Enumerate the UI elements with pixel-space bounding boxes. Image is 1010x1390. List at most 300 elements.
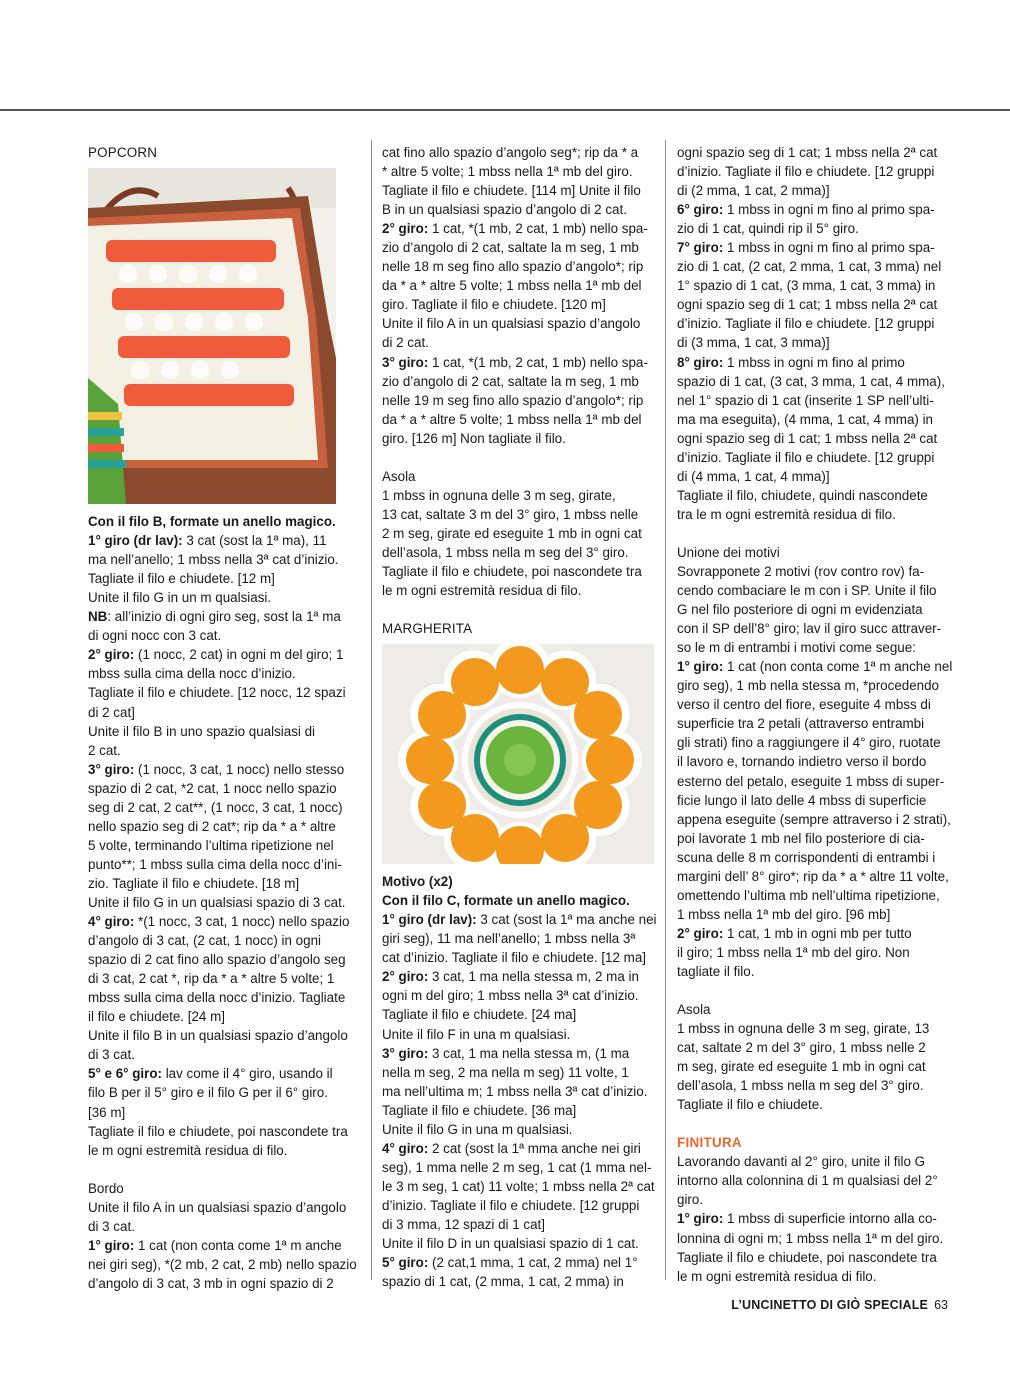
text-line <box>382 1101 658 1120</box>
text-line <box>382 219 658 238</box>
text-line <box>677 219 977 238</box>
line-text: : all’inizio di ogni giro seg, sost la 1ª ma <box>107 609 341 625</box>
text-line <box>677 1171 977 1190</box>
line-text: di 2 cat. <box>382 335 429 351</box>
text-line <box>677 333 977 352</box>
line-text: Tagliate il filo e chiudete. [114 m] Unite il filo <box>382 183 641 199</box>
text-line <box>382 505 658 524</box>
step-label: 8° giro: <box>677 354 724 370</box>
line-text: ma ma eseguita), (4 mma, 1 cat, 4 mma) in <box>677 411 933 427</box>
text-line <box>677 1057 977 1076</box>
text-line <box>88 550 360 569</box>
line-text: (1 nocc, 2 cat) in ogni m del giro; 1 <box>134 647 344 663</box>
line-text: d’angolo di 3 cat, (2 cat, 1 nocc) in ogni <box>88 933 321 949</box>
col2-text-b <box>382 872 658 1291</box>
text-line <box>88 531 360 550</box>
line-text: Tagliate il filo e chiudete. [36 ma] <box>382 1102 577 1118</box>
text-line <box>88 1083 360 1102</box>
text-line <box>677 562 977 581</box>
line-text: mbss sulla cima della nocc d’inizio. Tagliate <box>88 990 346 1006</box>
text-line <box>677 867 977 886</box>
line-text: le m ogni estremità residua di filo. <box>88 1142 288 1158</box>
text-line <box>677 1095 977 1114</box>
text-line <box>677 1019 977 1038</box>
text-line <box>382 200 658 219</box>
line-text: cendo combaciare le m con i SP. Unite il filo <box>677 583 937 599</box>
text-line <box>677 314 977 333</box>
text-line <box>382 1272 658 1291</box>
text-line <box>382 295 658 314</box>
line-text: 2 m seg, girate ed eseguite 1 mb in ogni cat <box>382 525 642 541</box>
line-text: con il SP dell’8° giro; lav il giro succ attraver- <box>677 621 942 637</box>
text-line <box>382 581 658 600</box>
line-text: ogni m del giro; 1 mbss nella 3ª cat d’inizio. <box>382 988 639 1004</box>
petal <box>418 781 466 829</box>
text-line <box>677 410 977 429</box>
page-footer <box>731 1298 948 1312</box>
line-text: nella m seg, 2 ma nella m seg) 11 volte, 1 <box>382 1064 629 1080</box>
text-line <box>677 886 977 905</box>
text-line <box>677 1000 977 1019</box>
text-line <box>677 772 977 791</box>
line-text: B in un qualsiasi spazio d’angolo di 2 cat. <box>382 202 627 218</box>
text-line <box>677 1209 977 1228</box>
top-rule <box>0 109 1010 111</box>
text-line <box>382 524 658 543</box>
step-label: 1° giro: <box>677 1211 724 1227</box>
line-text: giro. Tagliate il filo e chiudete. [120 m] <box>382 297 606 313</box>
text-line <box>677 962 977 981</box>
text-line <box>382 967 658 986</box>
petal <box>451 658 499 706</box>
line-text: d’inizio. Tagliate il filo e chiudete. [12 gruppi <box>382 1197 640 1213</box>
line-text: Motivo (x2) <box>382 874 453 890</box>
text-line <box>382 1044 658 1063</box>
text-line <box>382 543 658 562</box>
text-line <box>88 1179 360 1198</box>
text-line <box>677 181 977 200</box>
line-text: verso il centro del fiore, eseguite 4 mbss di <box>677 697 931 713</box>
line-text: di 3 cat, 2 cat *, rip da * a * altre 5 volte; 1 <box>88 971 335 987</box>
text-line <box>382 257 658 276</box>
text-line <box>677 695 977 714</box>
page-number: 63 <box>934 1298 948 1312</box>
line-text: Unione dei motivi <box>677 544 780 560</box>
line-text: spazio di 1 cat, (3 cat, 3 mma, 1 cat, 4 mma), <box>677 373 945 389</box>
text-line <box>88 683 360 702</box>
text-line <box>382 1139 658 1158</box>
line-text: nel 1° spazio di 1 cat (inserite 1 SP nell’ulti- <box>677 392 934 408</box>
text-line <box>88 836 360 855</box>
paragraph-gap <box>677 1114 977 1133</box>
text-line <box>382 1215 658 1234</box>
text-line <box>677 143 977 162</box>
step-label: 6° giro: <box>677 202 724 218</box>
text-line <box>88 645 360 664</box>
text-line <box>88 588 360 607</box>
paragraph-gap <box>677 524 977 543</box>
line-text: 5 volte, terminando l’ultima ripetizione nel <box>88 837 334 853</box>
text-line <box>382 910 658 929</box>
line-text: di 2 cat] <box>88 704 135 720</box>
line-text: di (2 mma, 1 cat, 2 mma)] <box>677 183 830 199</box>
step-label: 1° giro: <box>677 659 724 675</box>
text-line <box>382 986 658 1005</box>
text-line <box>88 1236 360 1255</box>
step-label: 2° giro: <box>382 221 429 237</box>
line-text: 1 cat (non conta come 1ª m anche <box>134 1237 342 1253</box>
text-line <box>382 562 658 581</box>
line-text: Unite il filo B in uno spazio qualsiasi di <box>88 723 316 739</box>
line-text: cat d’inizio. Tagliate il filo e chiudete. [12 ma] <box>382 950 646 966</box>
text-line <box>382 929 658 948</box>
line-text: tagliate il filo. <box>677 963 755 979</box>
text-line <box>677 714 977 733</box>
text-line <box>382 410 658 429</box>
line-text: zio di 1 cat, quindi rip il 5° giro. <box>677 221 859 237</box>
line-text: ogni spazio seg di 1 cat; 1 mbss nella 2ª cat <box>677 297 938 313</box>
text-line <box>88 703 360 722</box>
text-line <box>677 905 977 924</box>
step-label: 3° giro: <box>382 354 429 370</box>
line-text: ogni spazio seg di 1 cat; 1 mbss nella 2ª cat <box>677 145 938 160</box>
line-text: cat fino allo spazio d’angolo seg*; rip da * a <box>382 145 639 160</box>
line-text: Unite il filo G in una m qualsiasi. <box>382 1121 573 1137</box>
line-text: di 3 cat. <box>88 1218 135 1234</box>
step-label: 2° giro: <box>382 969 429 985</box>
text-line <box>677 448 977 467</box>
step-label: 2° giro: <box>677 925 724 941</box>
line-text: so le m di entrambi i motivi come segue: <box>677 640 916 656</box>
paragraph-gap <box>677 981 977 1000</box>
line-text: Asola <box>677 1002 711 1018</box>
line-text: Sovrapponete 2 motivi (rov contro rov) fa- <box>677 563 925 579</box>
petal <box>406 736 454 784</box>
text-line <box>88 1064 360 1083</box>
line-text: 1 cat, *(1 mb, 2 cat, 1 mb) nello spa- <box>428 354 648 370</box>
line-text: 1° spazio di 1 cat, (3 mma, 1 cat, 3 mma) in <box>677 278 936 294</box>
text-line <box>382 872 658 891</box>
text-line <box>677 353 977 372</box>
step-label: 5° giro: <box>382 1255 429 1271</box>
line-text: 1 mbss in ognuna delle 3 m seg, girate, 13 <box>677 1021 930 1037</box>
text-line <box>677 1152 977 1171</box>
line-text: Tagliate il filo, chiudete, quindi nascondete <box>677 487 928 503</box>
text-line <box>677 829 977 848</box>
text-line <box>382 181 658 200</box>
line-text: superficie tra 2 petali (attraverso entrambi <box>677 716 925 732</box>
step-label: 1° giro (dr lav): <box>382 912 477 928</box>
line-text: 1 mbss in ognuna delle 3 m seg, girate, <box>382 487 616 503</box>
text-line <box>382 333 658 352</box>
line-text: 1 mbss in ogni m fino al primo spa- <box>723 240 935 256</box>
line-text: * altre 5 volte; 1 mbss nella 1ª mb del giro. <box>382 164 633 180</box>
line-text: giro. <box>677 1192 704 1208</box>
text-line <box>382 486 658 505</box>
text-line <box>88 779 360 798</box>
line-text: ficie lungo il lato delle 4 mbss di superficie <box>677 792 927 808</box>
line-text: Tagliate il filo e chiudete. [24 ma] <box>382 1007 577 1023</box>
text-line <box>382 948 658 967</box>
text-line <box>382 1234 658 1253</box>
line-text: d’inizio. Tagliate il filo e chiudete. [12 gruppi <box>677 316 935 332</box>
text-line <box>382 1158 658 1177</box>
paragraph-gap <box>382 448 658 467</box>
text-line <box>382 353 658 372</box>
line-text: le m ogni estremità residua di filo. <box>382 583 582 599</box>
step-label: 5° e 6° giro: <box>88 1066 162 1082</box>
line-text: d’inizio. Tagliate il filo e chiudete. [12 gruppi <box>677 164 935 180</box>
text-line <box>382 1082 658 1101</box>
popcorn-potholder-photo <box>88 168 336 504</box>
text-line <box>677 943 977 962</box>
line-text: Bordo <box>88 1180 124 1196</box>
text-line <box>382 238 658 257</box>
step-label: 3° giro: <box>382 1045 429 1061</box>
line-text: le m ogni estremità residua di filo. <box>677 1268 877 1284</box>
line-text: Con il filo B, formate un anello magico. <box>88 514 336 530</box>
line-text: Unite il filo G in un qualsiasi spazio di 3 cat. <box>88 894 346 910</box>
section-title-margherita: MARGHERITA <box>382 621 473 637</box>
text-line <box>88 798 360 817</box>
text-line <box>677 257 977 276</box>
text-line <box>88 931 360 950</box>
text-line <box>677 276 977 295</box>
line-text: il giro; 1 mbss nella 1ª mb del giro. Non <box>677 944 910 960</box>
line-text: il filo e chiudete. [24 m] <box>88 1009 225 1025</box>
text-line <box>677 238 977 257</box>
line-text: filo B per il 5° giro e il filo G per il 6° giro. <box>88 1085 328 1101</box>
line-text: 1 cat, *(1 mb, 2 cat, 1 mb) nello spa- <box>428 221 648 237</box>
text-line <box>677 752 977 771</box>
text-line <box>88 512 360 531</box>
text-line <box>677 372 977 391</box>
text-line <box>677 486 977 505</box>
line-text: Asola <box>382 468 416 484</box>
line-text: giro seg), 1 mb nella stessa m, *procedendo <box>677 678 940 694</box>
text-line <box>677 810 977 829</box>
text-line <box>382 314 658 333</box>
line-text: FINITURA <box>677 1135 742 1151</box>
line-text: di ogni nocc con 3 cat. <box>88 628 222 644</box>
text-line <box>677 733 977 752</box>
line-text: cat, saltate 2 m del 3° giro, 1 mbss nelle 2 <box>677 1040 926 1056</box>
text-line <box>88 741 360 760</box>
line-text: dell’asola, 1 mbss nella m seg del 3° giro. <box>677 1078 924 1094</box>
line-text: mbss sulla cima della nocc d’inizio. <box>88 666 296 682</box>
line-text: scuna delle 8 m corrispondenti di entrambi i <box>677 849 936 865</box>
text-line <box>88 1122 360 1141</box>
text-line <box>88 912 360 931</box>
line-text: 3 cat (sost la 1ª ma), 11 <box>182 533 327 549</box>
text-line <box>382 891 658 910</box>
text-line <box>88 760 360 779</box>
line-text: G nel filo posteriore di ogni m evidenziata <box>677 602 923 618</box>
line-text: Tagliate il filo e chiudete, poi nascondete tra <box>88 1123 348 1139</box>
line-text: 13 cat, saltate 3 m del 3° giro, 1 mbss nelle <box>382 506 639 522</box>
text-line <box>382 1120 658 1139</box>
text-line <box>88 1103 360 1122</box>
line-text: zio di 1 cat, (2 cat, 2 mma, 1 cat, 3 mma) nel <box>677 259 942 275</box>
line-text: Lavorando davanti al 2° giro, unite il filo G <box>677 1154 926 1170</box>
line-text: intorno alla colonnina di 1 m qualsiasi del 2° <box>677 1173 938 1189</box>
line-text: 1 cat, 1 mb in ogni mb per tutto <box>723 925 912 941</box>
line-text: m seg, girate ed eseguite 1 mb in ogni cat <box>677 1059 926 1075</box>
line-text: dell’asola, 1 mbss nella m seg del 3° giro. <box>382 544 629 560</box>
text-line <box>382 276 658 295</box>
text-line <box>88 874 360 893</box>
step-label: 1° giro: <box>88 1237 135 1253</box>
text-line <box>677 467 977 486</box>
line-text: margini dell’ 8° giro*; rip da * a * altre 11 volte, <box>677 868 949 884</box>
petal <box>496 646 544 694</box>
text-line <box>677 1076 977 1095</box>
column-3 <box>677 143 977 1286</box>
margherita-flower-photo <box>382 644 654 864</box>
line-text: Unite il filo F in una m qualsiasi. <box>382 1026 571 1042</box>
text-line <box>88 607 360 626</box>
line-text: seg), 1 mma nelle 2 m seg, 1 cat (1 mma nel- <box>382 1159 652 1175</box>
line-text: esterno del petalo, eseguite 1 mbss di super- <box>677 773 945 789</box>
text-line <box>88 950 360 969</box>
text-line <box>88 1026 360 1045</box>
line-text: Tagliate il filo e chiudete, poi nascondete tra <box>677 1249 937 1265</box>
line-text: zio d’angolo di 2 cat, saltate la m seg, 1 mb <box>382 240 639 256</box>
text-line <box>677 391 977 410</box>
text-line <box>677 581 977 600</box>
text-line <box>677 619 977 638</box>
line-text: di (3 mma, 1 cat, 3 mma)] <box>677 335 830 351</box>
line-text: da * a * altre 5 volte; 1 mbss nella 1ª mb del <box>382 278 642 294</box>
section-title-popcorn: POPCORN <box>88 145 158 160</box>
step-label: 7° giro: <box>677 240 724 256</box>
text-line <box>88 1045 360 1064</box>
line-text: nelle 18 m seg fino allo spazio d’angolo*; rip <box>382 259 644 275</box>
line-text: giri seg), 11 ma nell’anello; 1 mbss nella 3ª <box>382 931 636 947</box>
text-line <box>88 1255 360 1274</box>
text-line <box>677 924 977 943</box>
line-text: giro. [126 m] Non tagliate il filo. <box>382 430 566 446</box>
petal <box>541 814 589 862</box>
line-text: 1 mbss nella 1ª mb del giro. [96 mb] <box>677 906 891 922</box>
step-label: 3° giro: <box>88 761 135 777</box>
line-text: omettendo l’ultima mb nell’ultima ripetizione, <box>677 887 940 903</box>
text-line <box>677 543 977 562</box>
text-line <box>382 162 658 181</box>
line-text: ma nell’anello; 1 mbss nella 3ª cat d’inizio. <box>88 552 339 568</box>
text-line <box>88 1141 360 1160</box>
line-text: Tagliate il filo e chiudete. [12 m] <box>88 571 275 587</box>
text-line <box>382 429 658 448</box>
line-text: Tagliate il filo e chiudete. <box>677 1097 823 1113</box>
paragraph-gap <box>382 600 658 619</box>
line-text: di 3 cat. <box>88 1047 135 1063</box>
paragraph-gap <box>88 1160 360 1179</box>
line-text: 1 mbss in ogni m fino al primo spa- <box>723 202 935 218</box>
step-label: 4° giro: <box>382 1140 429 1156</box>
line-text: Unite il filo G in un m qualsiasi. <box>88 590 272 606</box>
line-text: Unite il filo B in un qualsiasi spazio d’angolo <box>88 1028 348 1044</box>
line-text: Unite il filo A in un qualsiasi spazio d’angolo <box>382 316 641 332</box>
text-line <box>382 467 658 486</box>
text-line <box>677 1038 977 1057</box>
step-label: 2° giro: <box>88 647 135 663</box>
text-line <box>677 638 977 657</box>
line-text: di 3 mma, 12 spazi di 1 cat] <box>382 1216 545 1232</box>
text-line <box>677 505 977 524</box>
text-line <box>677 676 977 695</box>
text-line <box>382 1063 658 1082</box>
line-text: ma nell’ultima m; 1 mbss nella 3ª cat d’inizio. <box>382 1083 648 1099</box>
line-text: di (4 mma, 1 cat, 4 mma)] <box>677 468 830 484</box>
column-divider <box>665 140 666 1280</box>
petal <box>574 691 622 739</box>
text-line <box>382 1177 658 1196</box>
line-text: 3 cat, 1 ma nella stessa m, (1 ma <box>428 1045 630 1061</box>
step-label: 1° giro (dr lav): <box>88 533 183 549</box>
text-line <box>382 391 658 410</box>
line-text: nelle 19 m seg fino allo spazio d’angolo*; rip <box>382 392 644 408</box>
line-text: [36 m] <box>88 1104 126 1120</box>
text-line <box>88 988 360 1007</box>
column-2 <box>382 143 658 1291</box>
section-heading <box>677 1133 977 1152</box>
line-text: 3 cat (sost la 1ª ma anche nei <box>476 912 657 928</box>
line-text: poi lavorate 1 mb nel filo posteriore di cia- <box>677 830 925 846</box>
line-text: lav come il 4° giro, usando il <box>161 1066 333 1082</box>
line-text: ogni spazio seg di 1 cat; 1 mbss nella 2ª cat <box>677 430 938 446</box>
text-line <box>88 722 360 741</box>
text-line <box>677 429 977 448</box>
text-line <box>382 1196 658 1215</box>
petal <box>586 736 634 784</box>
col1-text <box>88 512 360 1293</box>
text-line <box>382 372 658 391</box>
text-line <box>382 143 658 162</box>
line-text: punto**; 1 mbss sulla cima della nocc d’ini- <box>88 856 342 872</box>
text-line <box>677 657 977 676</box>
line-text: d’inizio. Tagliate il filo e chiudete. [12 gruppi <box>677 449 935 465</box>
step-label: NB <box>88 609 108 625</box>
text-line <box>677 1229 977 1248</box>
line-text: zio d’angolo di 2 cat, saltate la m seg, 1 mb <box>382 373 639 389</box>
line-text: le 3 m seg, 1 cat) 11 volte; 1 mbss nella 2ª cat <box>382 1178 655 1194</box>
line-text: Unite il filo A in un qualsiasi spazio d’angolo <box>88 1199 347 1215</box>
text-line <box>382 1253 658 1272</box>
text-line <box>382 1025 658 1044</box>
line-text: nei giri seg), *(2 mb, 2 cat, 2 mb) nello spazio <box>88 1256 357 1272</box>
text-line <box>677 600 977 619</box>
column-1 <box>88 143 360 1293</box>
line-text: gli strati) fino a raggiungere il 4° giro, ruotate <box>677 735 941 751</box>
line-text: tra le m ogni estremità residua di filo. <box>677 506 896 522</box>
text-line <box>88 817 360 836</box>
line-text: *(1 nocc, 3 cat, 1 nocc) nello spazio <box>134 914 350 930</box>
line-text: 1 cat (non conta come 1ª m anche nel <box>723 659 953 675</box>
line-text: (2 cat,1 mma, 1 cat, 2 mma) nel 1° <box>428 1255 638 1271</box>
line-text: appena eseguite (sempre attraverso i 2 strati), <box>677 811 951 827</box>
line-text: spazio di 1 cat, (2 mma, 1 cat, 2 mma) in <box>382 1274 624 1290</box>
text-line <box>88 1274 360 1293</box>
line-text: Con il filo C, formate un anello magico. <box>382 893 630 909</box>
col3-text <box>677 143 977 1286</box>
text-line <box>677 1267 977 1286</box>
line-text: Tagliate il filo e chiudete. [12 nocc, 12 spazi <box>88 685 346 701</box>
text-line <box>88 569 360 588</box>
text-line <box>88 969 360 988</box>
line-text: lonnina di ogni m; 1 mbss nella 1ª m del giro. <box>677 1230 944 1246</box>
line-text: d’angolo di 3 cat, 3 mb in ogni spazio di 2 <box>88 1275 334 1291</box>
